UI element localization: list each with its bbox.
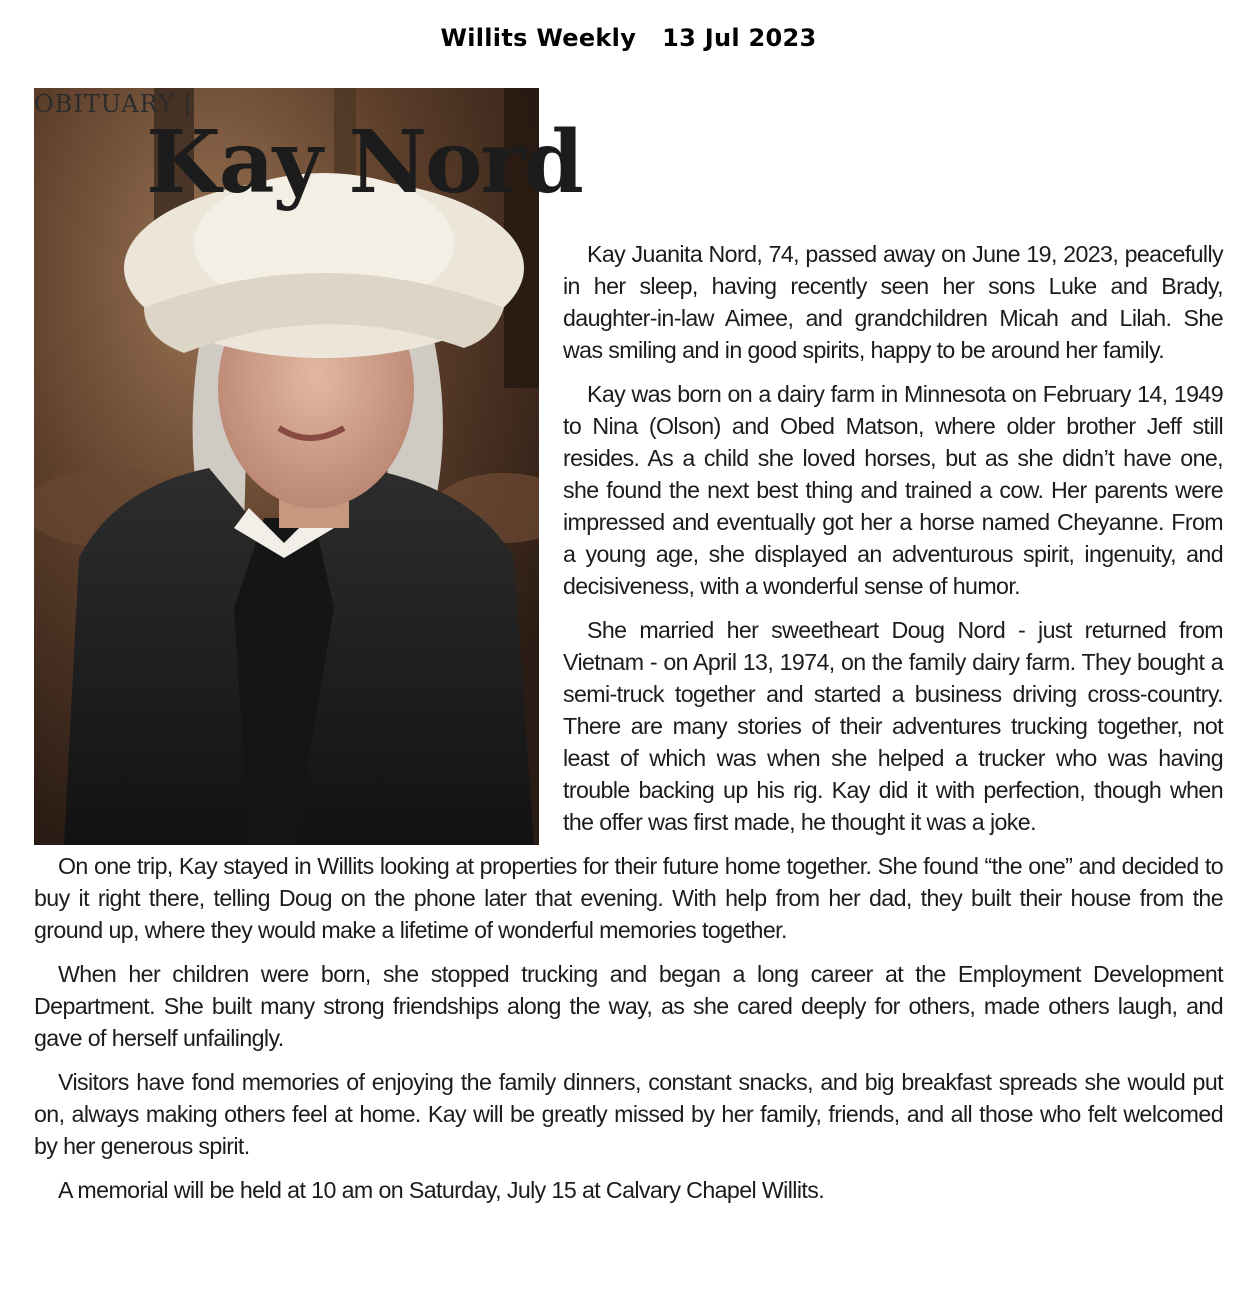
obituary-article [34, 88, 1223, 1218]
obituary-headline: Kay Nord [146, 112, 582, 213]
publication-name: Willits Weekly [440, 24, 637, 52]
paragraph-4: On one trip, Kay stayed in Willits looking at properties for their future home together. She found “the one” and decided to buy it right there, telling Doug on the phone later that evening. With help from her dad, they built their house from the ground up, where they would make a lifetime of wonderful memories together. [34, 853, 1223, 943]
section-kicker: OBITUARY | [34, 90, 193, 118]
masthead [0, 24, 1247, 52]
headline-block [34, 88, 1223, 238]
paragraph-2: Kay was born on a dairy farm in Minnesota on February 14, 1949 to Nina (Olson) and Obed Matson, where older brother Jeff still resides. As a child she loved horses, but as she didn’t have one, she found the next best thing and trained a cow. Her parents were impressed and eventually got her a horse named Cheyanne. From a young age, she displayed an adventurous spirit, ingenuity, and decisiveness, with a wonderful sense of humor. [563, 381, 1223, 599]
paragraph-5: When her children were born, she stopped trucking and began a long career at the Employment Development Department. She built many strong friendships along the way, as she cared deeply for others, made others laugh, and gave of herself unfailingly. [34, 961, 1223, 1051]
paragraph-1: Kay Juanita Nord, 74, passed away on June 19, 2023, peacefully in her sleep, having recently seen her sons Luke and Brady, daughter-in-law Aimee, and grandchildren Micah and Lilah. She was smiling and in good spirits, happy to be around her family. [563, 241, 1223, 363]
memorial-notice: A memorial will be held at 10 am on Saturday, July 15 at Calvary Chapel Willits. [58, 1177, 825, 1203]
publication-date: 13 Jul 2023 [662, 24, 817, 52]
paragraph-6: Visitors have fond memories of enjoying the family dinners, constant snacks, and big breakfast spreads she would put on, always making others feel at home. Kay will be greatly missed by her family, friends, and all those who felt welcomed by her generous spirit. [34, 1069, 1223, 1159]
paragraph-3: She married her sweetheart Doug Nord - just returned from Vietnam - on April 13, 1974, on the family dairy farm. They bought a semi-truck together and started a business driving cross-country. There are many stories of their adventures trucking together, not least of which was when she helped a trucker who was having trouble backing up his rig. Kay did it with perfection, though when the offer was first made, he thought it was a joke. [563, 617, 1223, 835]
